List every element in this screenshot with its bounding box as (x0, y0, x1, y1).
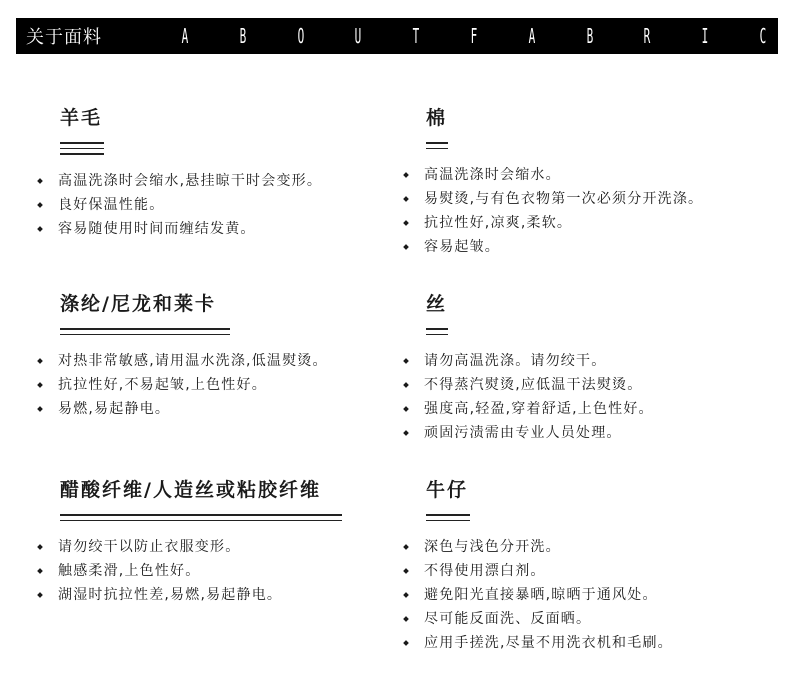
bullet-icon (403, 406, 409, 412)
list-item: 湖湿时抗拉性差,易燃,易起静电。 (38, 583, 398, 607)
section-silk (404, 292, 764, 445)
list-item: 尽可能反面洗、反面晒。 (404, 607, 764, 631)
title-underline (60, 328, 230, 335)
bullet-icon (37, 568, 43, 574)
bullet-icon (37, 592, 43, 598)
bullet-icon (37, 178, 43, 184)
header-letter: U (355, 24, 362, 48)
list-item: 高温洗涤时会缩水。 (404, 163, 764, 187)
section-title: 醋酸纤维/人造丝或粘胶纤维 (60, 479, 321, 501)
title-underline (426, 328, 448, 335)
bullet-icon (403, 244, 409, 250)
list-item: 对热非常敏感,请用温水洗涤,低温熨烫。 (38, 349, 398, 373)
list-item: 高温洗涤时会缩水,悬挂晾干时会变形。 (38, 169, 398, 193)
list-item: 顽固污渍需由专业人员处理。 (404, 421, 764, 445)
bullet-icon (403, 640, 409, 646)
bullet-list (38, 349, 398, 421)
header-letter: I (701, 24, 709, 48)
list-item: 不得蒸汽熨烫,应低温干法熨烫。 (404, 373, 764, 397)
header-letter: R (644, 24, 651, 48)
bullet-icon (403, 592, 409, 598)
list-item: 避免阳光直接暴晒,晾晒于通风处。 (404, 583, 764, 607)
bullet-icon (403, 568, 409, 574)
bullet-icon (403, 220, 409, 226)
list-item: 抗拉性好,凉爽,柔软。 (404, 211, 764, 235)
list-item: 请勿绞干以防止衣服变形。 (38, 535, 398, 559)
header-letter: A (181, 24, 189, 48)
section-wool (38, 106, 398, 241)
list-item: 触感柔滑,上色性好。 (38, 559, 398, 583)
title-underline (426, 142, 448, 149)
section-title: 涤纶/尼龙和莱卡 (60, 293, 216, 315)
bullet-icon (403, 616, 409, 622)
section-title: 羊毛 (60, 107, 103, 129)
list-item: 易熨烫,与有色衣物第一次必须分开洗涤。 (404, 187, 764, 211)
list-item: 易燃,易起静电。 (38, 397, 398, 421)
title-underline (60, 514, 342, 521)
header-letter: O (297, 24, 304, 48)
title-underline (426, 514, 470, 521)
section-polyester (38, 292, 398, 421)
section-cotton (404, 106, 764, 259)
section-title: 牛仔 (426, 479, 469, 501)
list-item: 请勿高温洗涤。请勿绞干。 (404, 349, 764, 373)
list-item: 不得使用漂白剂。 (404, 559, 764, 583)
header-letter: B (586, 24, 593, 48)
bullet-icon (37, 226, 43, 232)
header-title-en (178, 18, 770, 54)
list-item: 应用手搓洗,尽量不用洗衣机和毛刷。 (404, 631, 764, 655)
list-item: 良好保温性能。 (38, 193, 398, 217)
header-letter: B (239, 24, 247, 48)
bullet-icon (403, 544, 409, 550)
list-item: 强度高,轻盈,穿着舒适,上色性好。 (404, 397, 764, 421)
bullet-icon (403, 172, 409, 178)
bullet-list (38, 535, 398, 607)
section-title: 棉 (426, 107, 448, 129)
bullet-icon (37, 544, 43, 550)
title-underline (60, 142, 104, 155)
list-item: 容易起皱。 (404, 235, 764, 259)
list-item: 抗拉性好,不易起皱,上色性好。 (38, 373, 398, 397)
bullet-list (404, 163, 764, 259)
bullet-list (38, 169, 398, 241)
bullet-list (404, 535, 764, 655)
bullet-list (404, 349, 764, 445)
bullet-icon (403, 196, 409, 202)
header-bar (16, 18, 778, 54)
bullet-icon (37, 406, 43, 412)
bullet-icon (403, 358, 409, 364)
bullet-icon (37, 382, 43, 388)
list-item: 容易随使用时间而缠结发黄。 (38, 217, 398, 241)
section-denim (404, 478, 764, 655)
bullet-icon (37, 202, 43, 208)
header-letter: T (412, 24, 420, 48)
header-letter: F (470, 24, 478, 48)
header-letter: C (759, 24, 767, 48)
header-letter: A (528, 24, 536, 48)
section-acetate (38, 478, 398, 607)
bullet-icon (37, 358, 43, 364)
header-title-cn: 关于面料 (26, 27, 102, 48)
section-title: 丝 (426, 293, 448, 315)
bullet-icon (403, 430, 409, 436)
bullet-icon (403, 382, 409, 388)
list-item: 深色与浅色分开洗。 (404, 535, 764, 559)
